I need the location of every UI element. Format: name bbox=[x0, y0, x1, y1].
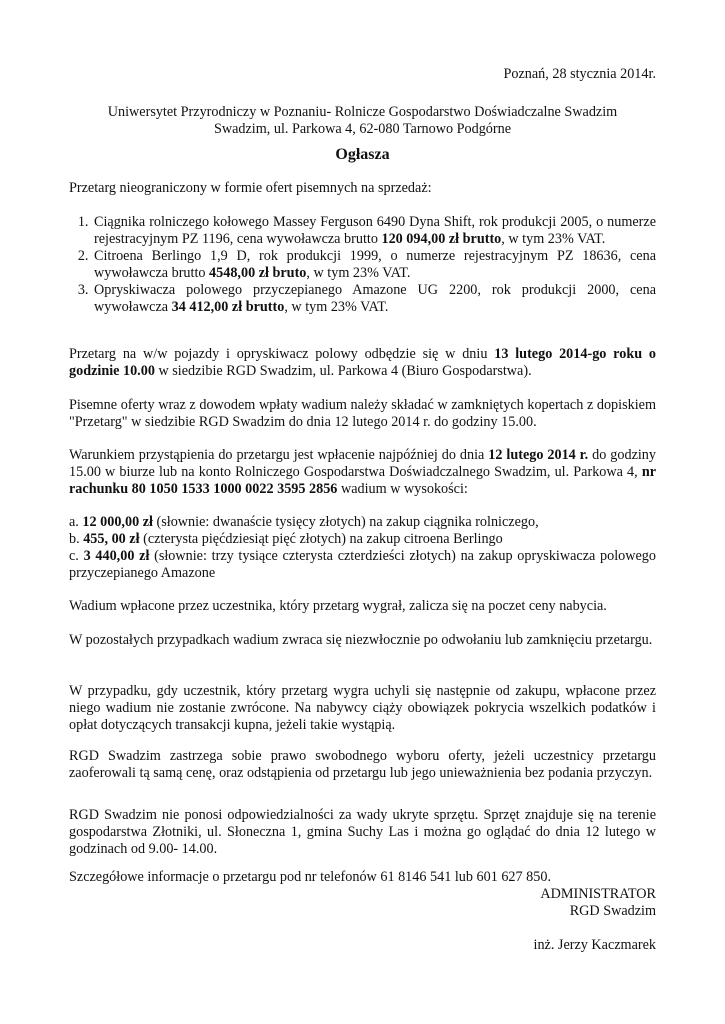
deposit-list bbox=[69, 514, 656, 582]
list-item: b. 455, 00 zł (czterysta pięćdziesiąt pięć złotych) na zakup citroena Berlingo bbox=[69, 531, 503, 547]
return-paragraph: W pozostałych przypadkach wadium zwraca się niezwłocznie po odwołaniu lub zamknięciu przetargu. bbox=[69, 632, 653, 648]
signature-unit: RGD Swadzim bbox=[569, 903, 656, 919]
date-line: Poznań, 28 stycznia 2014r. bbox=[503, 66, 656, 82]
defects-paragraph: RGD Swadzim nie ponosi odpowiedzialności za wady ukryte sprzętu. Sprzęt znajduje się na terenie gospodarstwa Złotniki, ul. Słoneczna 1, gmina Suchy Las i można go oglądać do dnia 12 lutego w godzinach od 9.00- 14.00. bbox=[69, 807, 656, 857]
reserve-paragraph: RGD Swadzim zastrzega sobie prawo swobodnego wyboru oferty, jeżeli uczestnicy przetargu zaoferowali tą samą cenę, oraz odstąpienia od przetargu lub jego unieważnienia bez podania przyczyn. bbox=[69, 748, 656, 781]
list-item: 1. Ciągnika rolniczego kołowego Massey Ferguson 6490 Dyna Shift, rok produkcji 2005, o numerze rejestracyjnym PZ 1196, cena wywoławcza brutto 120 094,00 zł brutto, w tym 23% VAT. bbox=[92, 214, 656, 248]
organization-name: Uniwersytet Przyrodniczy w Poznaniu- Rolnicze Gospodarstwo Doświadczalne Swadzim bbox=[107, 104, 618, 120]
list-item: 2. Citroena Berlingo 1,9 D, rok produkcji 1999, o numerze rejestracyjnym PZ 18636, cena wywoławcza brutto 4548,00 zł bruto, w tym 23% VAT. bbox=[92, 248, 656, 282]
offers-paragraph: Pisemne oferty wraz z dowodem wpłaty wadium należy składać w zamkniętych kopertach z dopiskiem "Przetarg" w siedzibie RGD Swadzim do dnia 12 lutego 2014 r. do godziny 15.00. bbox=[69, 397, 656, 430]
list-item: 3. Opryskiwacza polowego przyczepianego Amazone UG 2200, rok produkcji 2000, cena wywoławcza 34 412,00 zł brutto, w tym 23% VAT. bbox=[92, 282, 656, 316]
signature-role: ADMINISTRATOR bbox=[540, 886, 656, 902]
document-title: Ogłasza bbox=[335, 146, 390, 163]
winner-paragraph: Wadium wpłacone przez uczestnika, który przetarg wygrał, zalicza się na poczet ceny nabycia. bbox=[69, 598, 607, 614]
withdraw-paragraph: W przypadku, gdy uczestnik, który przetarg wygra uchyli się następnie od zakupu, wpłacone przez niego wadium nie zostanie zwrócone. Na nabywcy ciąży obowiązek pokrycia wszelkich podatków i opłat dotyczących transakcji kupna, jeżeli takie wystąpią. bbox=[69, 683, 656, 733]
condition-paragraph: Warunkiem przystąpienia do przetargu jest wpłacenie najpóźniej do dnia 12 lutego 2014 r. do godziny 15.00 w biurze lub na konto Rolniczego Gospodarstwa Doświadczalnego Swadzim, ul. Parkowa 4, nr rachunku 80 1050 1533 1000 0022 3595 2856 wadium w wysokości: bbox=[69, 447, 656, 497]
signature-name: inż. Jerzy Kaczmarek bbox=[533, 937, 656, 953]
list-item: c. 3 440,00 zł (słownie: trzy tysiące czterysta czterdzieści złotych) na zakup opryskiwacza polowego przyczepianego Amazone bbox=[69, 548, 656, 581]
sale-items-list bbox=[69, 214, 656, 316]
intro-text: Przetarg nieograniczony w formie ofert pisemnych na sprzedaż: bbox=[69, 180, 432, 196]
list-item: a. 12 000,00 zł (słownie: dwanaście tysięcy złotych) na zakup ciągnika rolniczego, bbox=[69, 514, 539, 530]
organization-address: Swadzim, ul. Parkowa 4, 62-080 Tarnowo Podgórne bbox=[213, 121, 512, 137]
contact-paragraph: Szczegółowe informacje o przetargu pod nr telefonów 61 8146 541 lub 601 627 850. bbox=[69, 869, 551, 885]
auction-date-paragraph: Przetarg na w/w pojazdy i opryskiwacz polowy odbędzie się w dniu 13 lutego 2014-go roku o godzinie 10.00 w siedzibie RGD Swadzim, ul. Parkowa 4 (Biuro Gospodarstwa). bbox=[69, 346, 656, 379]
